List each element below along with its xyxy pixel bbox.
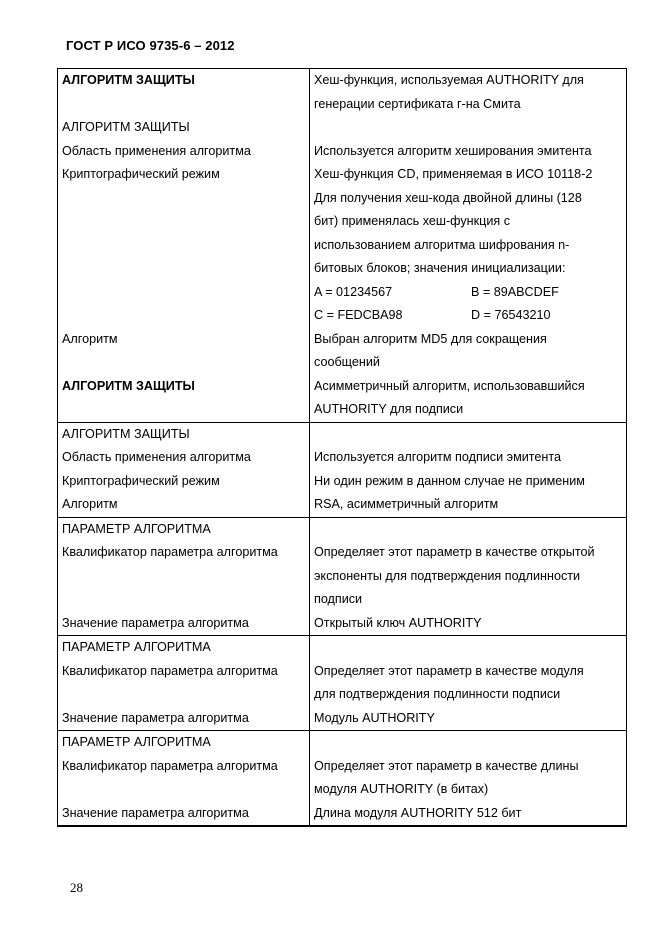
attribute-value-line: [314, 731, 626, 755]
attribute-value-line: Хеш-функция CD, применяемая в ИСО 10118-2: [314, 167, 593, 181]
attribute-value-line: Используется алгоритм хеширования эмитента: [314, 143, 592, 158]
attribute-value-cell: [310, 69, 626, 422]
attribute-name-cell: [58, 69, 310, 422]
attribute-name-line: Алгоритм: [62, 497, 118, 511]
attribute-value-line: Определяет этот параметр в качестве длины: [314, 758, 579, 773]
attribute-name-line: [62, 210, 309, 234]
attribute-name-line: [62, 93, 309, 117]
attribute-value-line: подписи: [314, 592, 363, 606]
attribute-name-line: [62, 398, 309, 422]
attribute-name-line: ПАРАМЕТР АЛГОРИТМА: [62, 640, 211, 654]
attribute-name-cell: [58, 731, 310, 825]
attribute-name-line: [62, 281, 309, 305]
attribute-name-line: [62, 565, 309, 589]
attribute-name-line: [62, 187, 309, 211]
table-section: [58, 518, 626, 637]
attribute-name-line: АЛГОРИТМ ЗАЩИТЫ: [62, 378, 195, 393]
attribute-name-line: [62, 304, 309, 328]
attribute-name-line: Значение параметра алгоритма: [62, 805, 249, 820]
attribute-name-line: Криптографический режим: [62, 473, 220, 488]
table-section: [58, 636, 626, 731]
attribute-name-line: Квалификатор параметра алгоритма: [62, 758, 278, 773]
attribute-value-line: для подтверждения подлинности подписи: [314, 687, 561, 701]
attribute-value-cell: [310, 518, 626, 636]
attribute-name-line: Значение параметра алгоритма: [62, 615, 249, 630]
attribute-value-line: экспоненты для подтверждения подлинности: [314, 568, 581, 583]
attribute-value-cell: [310, 731, 626, 825]
attribute-name-cell: [58, 423, 310, 517]
init-value: B = 89ABCDEF: [471, 284, 559, 299]
attribute-value-line: битовых блоков; значения инициализации:: [314, 261, 566, 275]
attribute-value-line: [314, 518, 626, 542]
attribute-value-line: Определяет этот параметр в качестве модуля: [314, 663, 584, 678]
attribute-value-line: Асимметричный алгоритм, использовавшийся: [314, 378, 585, 393]
attribute-name-line: Значение параметра алгоритма: [62, 710, 249, 725]
attribute-value-line: Используется алгоритм подписи эмитента: [314, 450, 561, 464]
attribute-value-line: Определяет этот параметр в качестве открытой: [314, 545, 595, 559]
attribute-name-line: АЛГОРИТМ ЗАЩИТЫ: [62, 120, 190, 134]
init-value: D = 76543210: [471, 308, 551, 322]
attribute-value-line: AUTHORITY для подписи: [314, 402, 464, 416]
attribute-name-line: [62, 257, 309, 281]
attribute-value-line: [314, 636, 626, 660]
attribute-name-line: Область применения алгоритма: [62, 143, 251, 158]
document-header: ГОСТ Р ИСО 9735-6 – 2012: [66, 38, 235, 53]
attribute-name-line: АЛГОРИТМ ЗАЩИТЫ: [62, 426, 190, 441]
attribute-name-line: Квалификатор параметра алгоритма: [62, 663, 278, 678]
attribute-name-line: Криптографический режим: [62, 167, 220, 181]
attribute-value-line: модуля AUTHORITY (в битах): [314, 782, 489, 796]
init-values-line: [314, 304, 626, 328]
table-section: [58, 69, 626, 423]
attribute-value-line: Модуль AUTHORITY: [314, 710, 435, 725]
init-value: C = FEDCBA98: [314, 308, 403, 322]
attribute-name-line: Квалификатор параметра алгоритма: [62, 545, 278, 559]
init-values-line: [314, 281, 626, 305]
table-section: [58, 423, 626, 518]
attribute-value-line: бит) применялась хеш-функция с: [314, 214, 511, 228]
attribute-name-line: [62, 234, 309, 258]
attribute-value-line: Ни один режим в данном случае не применим: [314, 473, 585, 488]
attribute-name-line: Область применения алгоритма: [62, 450, 251, 464]
attribute-value-line: сообщений: [314, 355, 380, 369]
attribute-name-line: ПАРАМЕТР АЛГОРИТМА: [62, 735, 211, 749]
specification-table: [57, 68, 627, 827]
attribute-value-line: RSA, асимметричный алгоритм: [314, 497, 499, 511]
attribute-name-line: [62, 683, 309, 707]
attribute-name-line: Алгоритм: [62, 331, 118, 346]
attribute-value-line: [314, 423, 626, 447]
attribute-name-cell: [58, 636, 310, 730]
init-value: A = 01234567: [314, 284, 393, 299]
attribute-name-line: АЛГОРИТМ ЗАЩИТЫ: [62, 73, 195, 87]
attribute-name-line: [62, 778, 309, 802]
attribute-value-line: генерации сертификата г-на Смита: [314, 96, 521, 111]
attribute-value-line: Длина модуля AUTHORITY 512 бит: [314, 805, 522, 820]
attribute-value-line: Открытый ключ AUTHORITY: [314, 615, 482, 630]
page-number: 28: [70, 880, 83, 895]
attribute-value-line: Для получения хеш-кода двойной длины (128: [314, 190, 582, 205]
attribute-name-line: [62, 588, 309, 612]
attribute-value-line: использованием алгоритма шифрования n-: [314, 237, 570, 252]
attribute-value-line: Выбран алгоритм MD5 для сокращения: [314, 331, 547, 346]
attribute-name-line: ПАРАМЕТР АЛГОРИТМА: [62, 521, 211, 536]
table-section: [58, 731, 626, 825]
attribute-value-line: [314, 116, 626, 140]
attribute-value-line: Хеш-функция, используемая AUTHORITY для: [314, 73, 584, 87]
attribute-value-cell: [310, 636, 626, 730]
attribute-name-line: [62, 351, 309, 375]
attribute-name-cell: [58, 518, 310, 636]
attribute-value-cell: [310, 423, 626, 517]
